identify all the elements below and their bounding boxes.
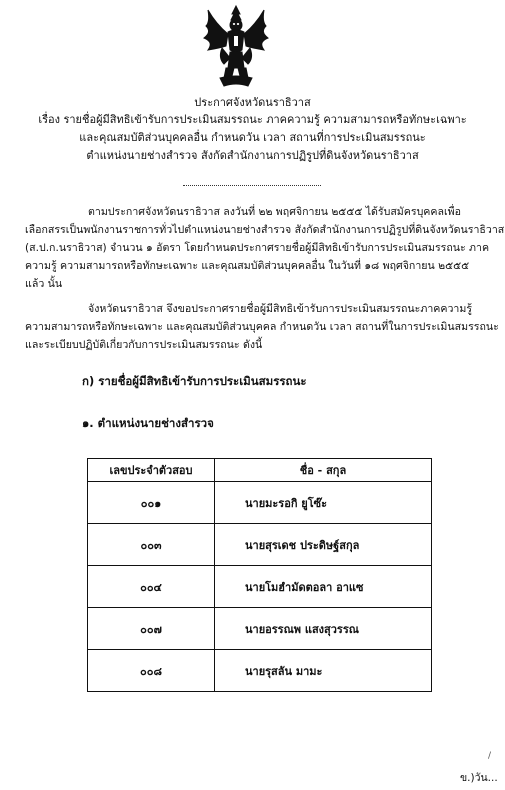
paragraph-1-line-4: ความรู้ ความสามารถหรือทักษะเฉพาะ และคุณสมบัติส่วนบุคคลอื่น ในวันที่ ๑๘ พฤศจิกายน ๒๕๕๕ bbox=[25, 260, 470, 272]
table-row bbox=[88, 482, 432, 524]
candidate-table bbox=[87, 458, 432, 692]
table-row bbox=[88, 566, 432, 608]
next-page-footer: ข.)วัน... bbox=[460, 772, 498, 784]
paragraph-2-line-2: ความสามารถหรือทักษะเฉพาะ และคุณสมบัติส่วนบุคคล กำหนดวัน เวลา สถานที่ในการประเมินสมรรถนะ bbox=[25, 321, 499, 333]
exam-id-cell: ๐๐๗ bbox=[88, 608, 215, 650]
margin-mark: / bbox=[488, 751, 492, 761]
full-name-cell: นายมะรอกิ ยูโซ๊ะ bbox=[245, 496, 328, 510]
section-heading: ก) รายชื่อผู้มีสิทธิเข้ารับการประเมินสมรรถนะ bbox=[82, 374, 307, 388]
exam-id-cell: ๐๐๔ bbox=[88, 566, 215, 608]
garuda-emblem-icon bbox=[198, 4, 274, 90]
table-row bbox=[88, 650, 432, 692]
exam-id-header: เลขประจำตัวสอบ bbox=[88, 459, 215, 482]
paragraph-1-line-5: แล้ว นั้น bbox=[25, 278, 63, 290]
full-name-cell: นายสุรเดช ประดิษฐ์สกุล bbox=[245, 538, 360, 552]
subject-line: เรื่อง รายชื่อผู้มีสิทธิเข้ารับการประเมินสมรรถนะ ภาคความรู้ ความสามารถหรือทักษะเฉพาะ bbox=[38, 113, 467, 126]
position-heading: ๑. ตำแหน่งนายช่างสำรวจ bbox=[82, 416, 214, 430]
table-row bbox=[88, 524, 432, 566]
paragraph-2-line-3: และระเบียบปฏิบัติเกี่ยวกับการประเมินสมรรถนะ ดังนี้ bbox=[25, 339, 263, 351]
table-header-row bbox=[88, 459, 432, 482]
full-name-cell: นายโมฮำมัดตอลา อาแซ bbox=[245, 580, 364, 594]
paragraph-2-line-1: จังหวัดนราธิวาส จึงขอประกาศรายชื่อผู้มีสิทธิเข้ารับการประเมินสมรรถนะภาคความรู้ bbox=[88, 303, 473, 315]
dotted-divider bbox=[183, 185, 321, 186]
full-name-cell: นายอรรณพ แสงสุวรรณ bbox=[245, 622, 359, 636]
paragraph-1-line-3: (ส.ป.ก.นราธิวาส) จำนวน ๑ อัตรา โดยกำหนดประกาศรายชื่อผู้มีสิทธิเข้ารับการประเมินสมรรถนะ ภาค bbox=[25, 242, 490, 254]
subject-line-3: ตำแหน่งนายช่างสำรวจ สังกัดสำนักงานการปฏิรูปที่ดินจังหวัดนราธิวาส bbox=[86, 149, 419, 162]
exam-id-cell: ๐๐๘ bbox=[88, 650, 215, 692]
announcement-title: ประกาศจังหวัดนราธิวาส bbox=[194, 96, 311, 109]
full-name-header: ชื่อ - สกุล bbox=[215, 459, 432, 482]
subject-line-2: และคุณสมบัติส่วนบุคคลอื่น กำหนดวัน เวลา สถานที่การประเมินสมรรถนะ bbox=[79, 131, 426, 144]
exam-id-cell: ๐๐๓ bbox=[88, 524, 215, 566]
table-row bbox=[88, 608, 432, 650]
full-name-cell: นายรุสลัน มามะ bbox=[245, 664, 323, 678]
exam-id-cell: ๐๐๑ bbox=[88, 482, 215, 524]
paragraph-1-line-2: เลือกสรรเป็นพนักงานราชการทั่วไปตำแหน่งนายช่างสำรวจ สังกัดสำนักงานการปฏิรูปที่ดินจังหวัดนราธิวาส bbox=[25, 224, 505, 236]
paragraph-1-line-1: ตามประกาศจังหวัดนราธิวาส ลงวันที่ ๒๒ พฤศจิกายน ๒๕๕๕ ได้รับสมัครบุคคลเพื่อ bbox=[88, 206, 461, 218]
